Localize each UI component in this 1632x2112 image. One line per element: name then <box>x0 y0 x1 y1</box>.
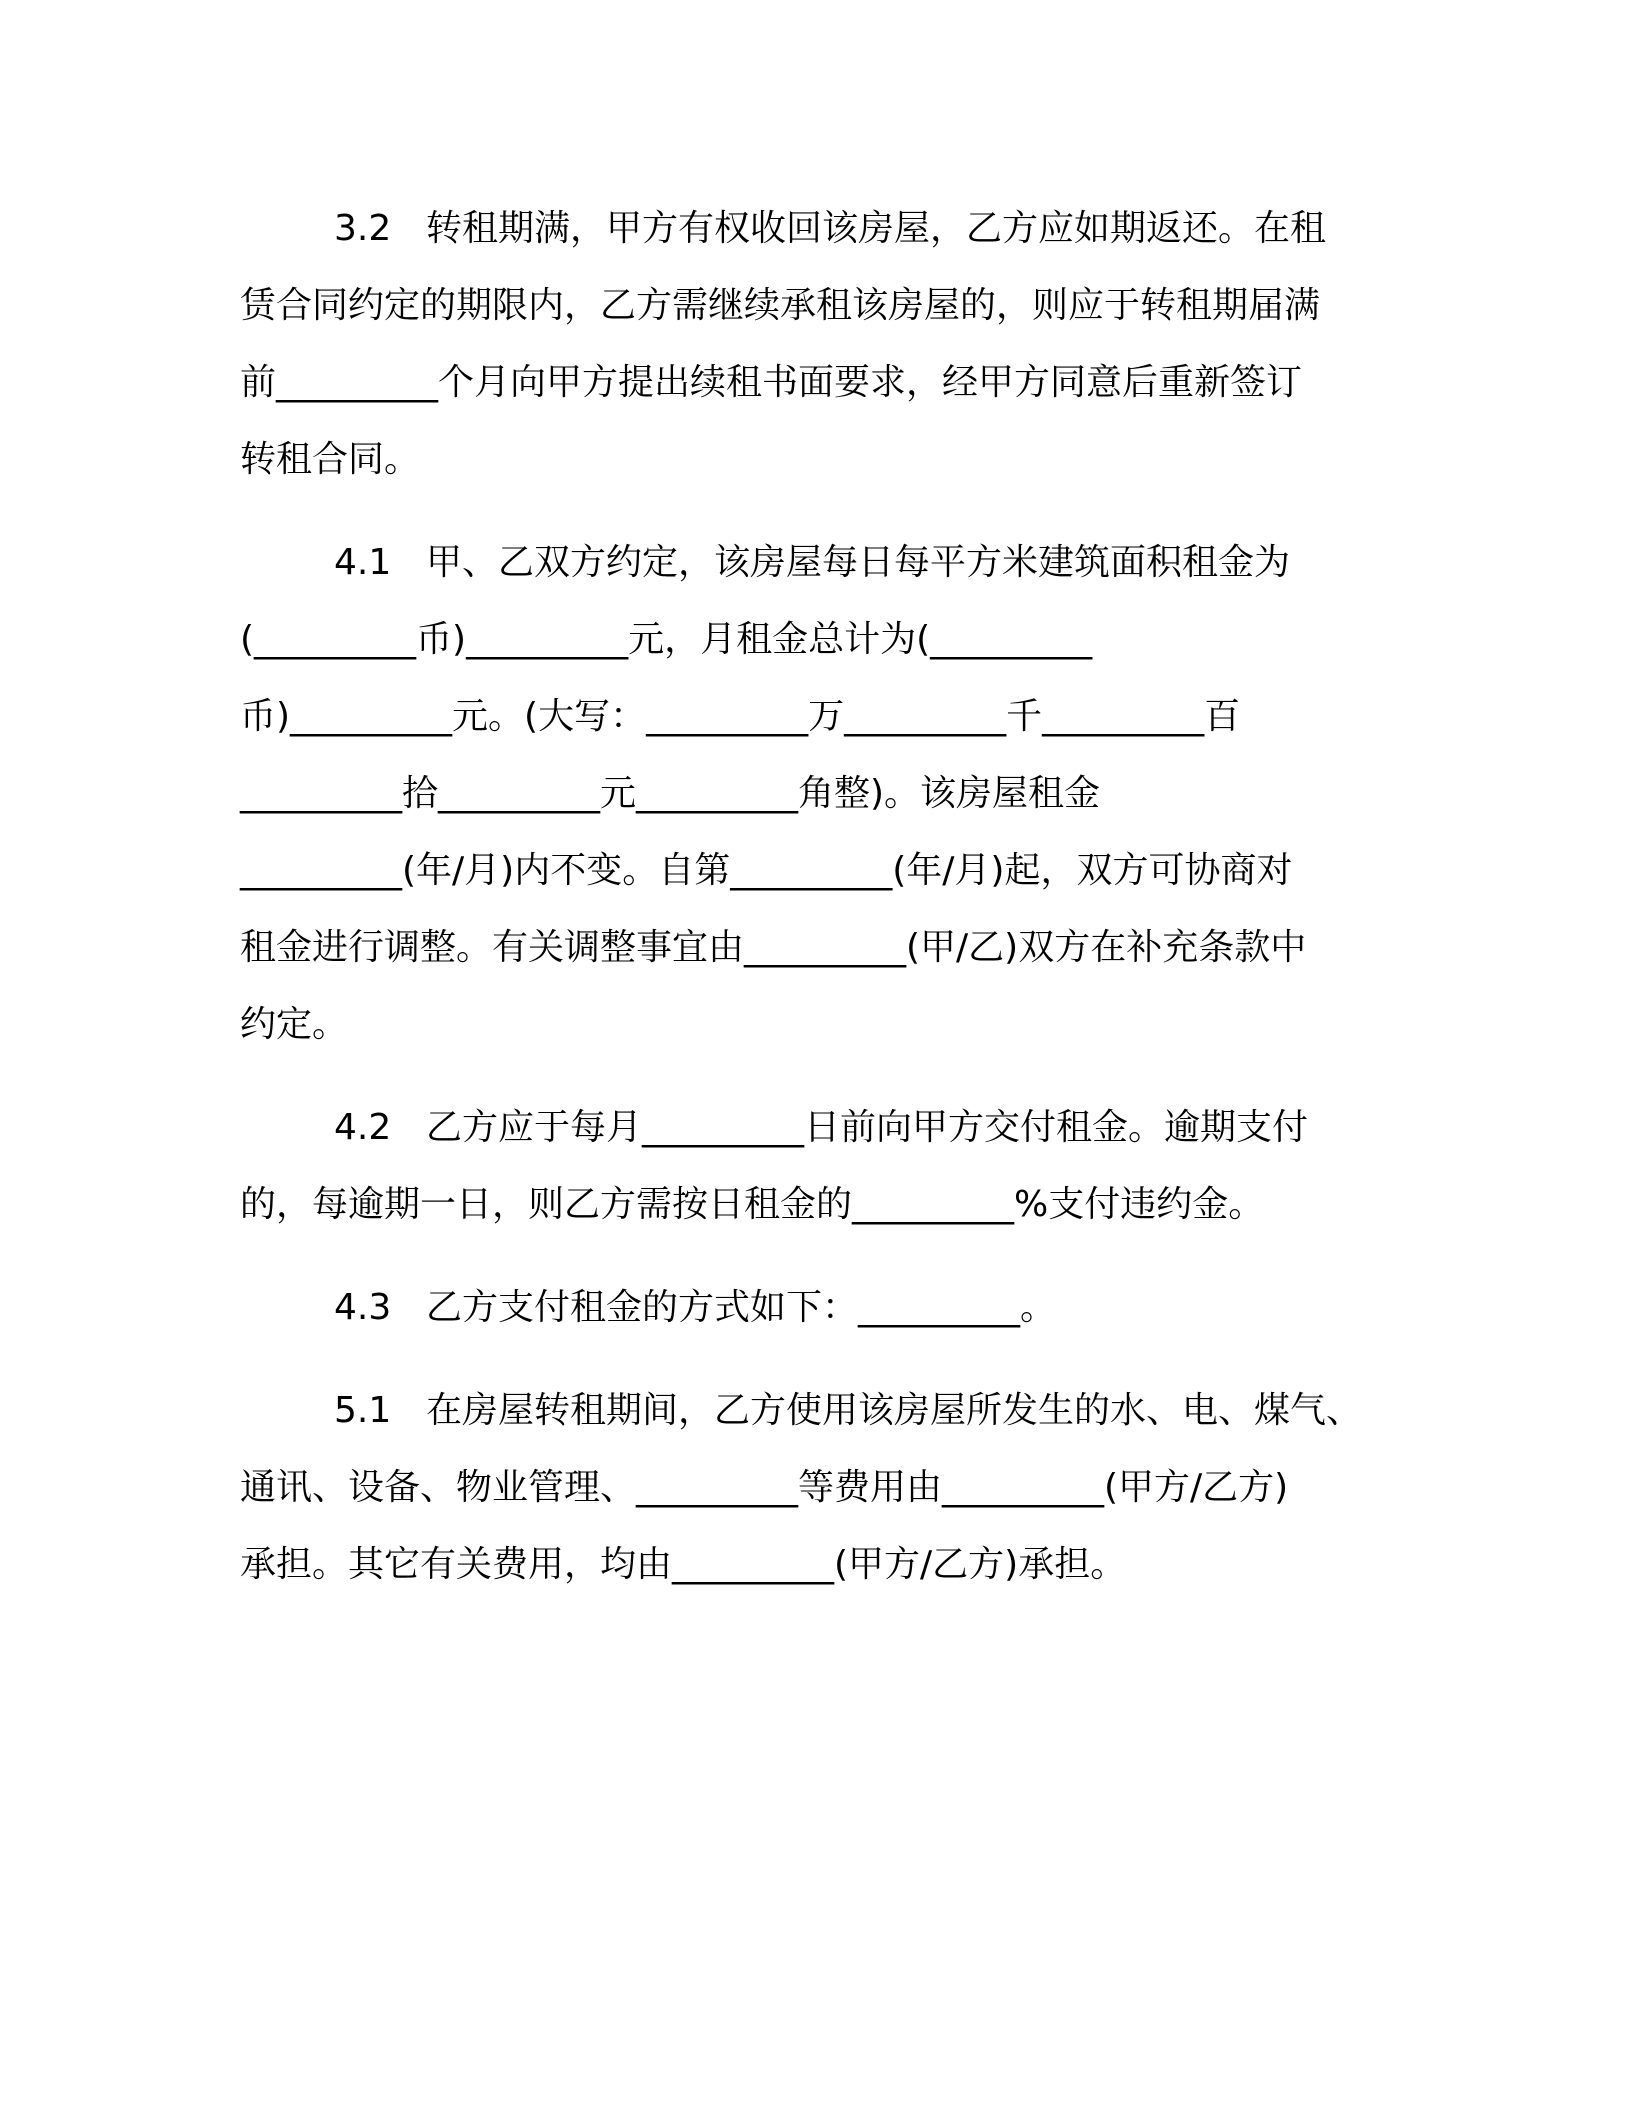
clause-text-line: 约定。 <box>240 1004 349 1045</box>
clause-text-line: 前_________个月向甲方提出续租书面要求，经甲方同意后重新签订 <box>240 362 1303 403</box>
clause-number: 5.1 <box>334 1390 392 1431</box>
clause-text-line: 在房屋转租期间，乙方使用该房屋所发生的水、电、煤气、 <box>426 1390 1363 1431</box>
document-body <box>240 190 1400 1629</box>
clause-number: 4.1 <box>334 542 392 583</box>
clause-text-line: 承担。其它有关费用，均由_________(甲方/乙方)承担。 <box>240 1544 1127 1585</box>
clause-text-line: 甲、乙双方约定，该房屋每日每平方米建筑面积租金为 <box>426 542 1291 583</box>
clause-number: 3.2 <box>334 208 392 249</box>
clause-text-line: 币)_________元。(大写：_________万_________千_________百 <box>240 696 1241 737</box>
clause-text-line: 乙方支付租金的方式如下：_________。 <box>426 1287 1057 1328</box>
clause-5-1 <box>240 1372 1400 1603</box>
clause-text-line: _________(年/月)内不变。自第_________(年/月)起，双方可协商对 <box>240 850 1293 891</box>
clause-text-line: _________拾_________元_________角整)。该房屋租金 <box>240 773 1101 814</box>
clause-text-line: 转租期满，甲方有权收回该房屋，乙方应如期返还。在租 <box>426 208 1327 249</box>
clause-text-line: 租金进行调整。有关调整事宜由_________(甲/乙)双方在补充条款中 <box>240 927 1307 968</box>
clause-text-line: 通讯、设备、物业管理、_________等费用由_________(甲方/乙方) <box>240 1467 1289 1508</box>
clause-number: 4.3 <box>334 1287 392 1328</box>
clause-number: 4.2 <box>334 1107 392 1148</box>
clause-4-1 <box>240 524 1400 1063</box>
clause-text-line: 赁合同约定的期限内，乙方需继续承租该房屋的，则应于转租期届满 <box>240 285 1321 326</box>
clause-text-line: 转租合同。 <box>240 439 421 480</box>
clause-4-2 <box>240 1089 1400 1243</box>
clause-4-3 <box>240 1269 1400 1346</box>
clause-3-2 <box>240 190 1400 498</box>
clause-text-line: 的，每逾期一日，则乙方需按日租金的_________%支付违约金。 <box>240 1184 1265 1225</box>
clause-text-line: (_________币)_________元，月租金总计为(_________ <box>240 619 1093 660</box>
clause-text-line: 乙方应于每月_________日前向甲方交付租金。逾期支付 <box>426 1107 1309 1148</box>
